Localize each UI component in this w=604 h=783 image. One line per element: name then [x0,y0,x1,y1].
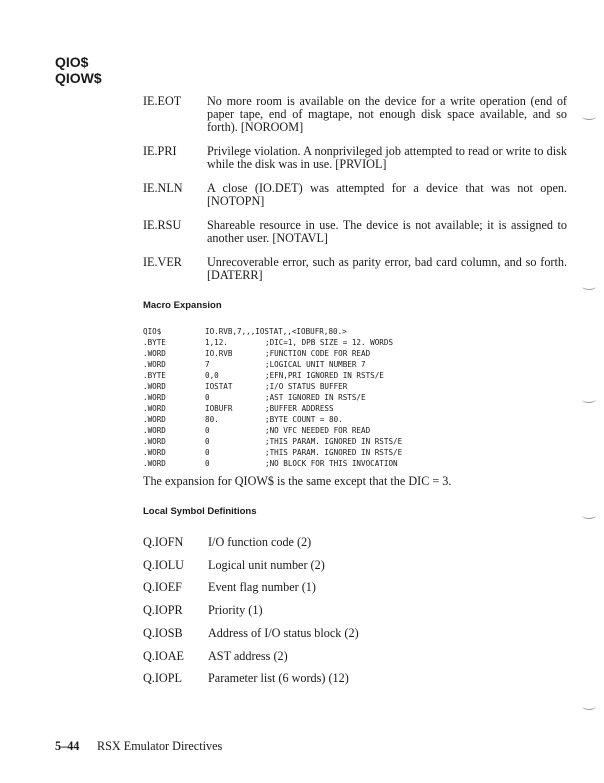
code-directive: .WORD [143,426,166,435]
code-comment: ;NO VFC NEEDED FOR READ [265,426,371,435]
code-operand: 0,0 [205,371,219,380]
code-directive: .WORD [143,437,166,446]
margin-mark [582,283,596,290]
symbol-name: Q.IOPR [143,603,183,618]
expansion-note: The expansion for QIOW$ is the same except that the DIC = 3. [143,474,452,488]
code-directive: .WORD [143,459,166,468]
heading-qiow: QIOW$ [55,70,102,86]
margin-mark [582,113,596,120]
code-directive: QIO$ [143,327,162,336]
code-comment: ;AST IGNORED IN RSTS/E [265,393,366,402]
code-operand: 80. [205,415,219,424]
symbol-name: Q.IOAE [143,648,184,663]
code-comment: ;DIC=1, DPB SIZE = 12. WORDS [265,338,394,347]
code-directive: .WORD [143,393,166,402]
error-code: IE.NLN [143,181,183,195]
code-directive: .WORD [143,349,166,358]
heading-qio: QIO$ [55,54,89,70]
code-directive: .WORD [143,415,166,424]
code-operand: 0 [205,426,210,435]
code-comment: ;BYTE COUNT = 80. [265,415,343,424]
symbol-name: Q.IOFN [143,535,184,549]
symbol-description: Logical unit number (2) [208,557,325,572]
margin-mark [582,396,596,403]
code-operand: 0 [205,393,210,402]
footer-title: RSX Emulator Directives [97,739,223,753]
code-operand: 0 [205,459,210,468]
code-operand: IO.RVB [205,349,233,358]
symbol-name: Q.IOLU [143,557,184,572]
code-operand: IO.RVB,7,,,IOSTAT,,<IOBUFR,80.> [205,327,347,336]
error-description: No more room is available on the device for a write operation (end of paper tape, end of magtape, not enough disk space available, and so forth). [NOROOM] [207,94,567,134]
code-comment: ;BUFFER ADDRESS [265,404,334,413]
code-operand: 1,12. [205,338,228,347]
symbol-description: Event flag number (1) [208,580,316,595]
code-comment: ;THIS PARAM. IGNORED IN RSTS/E [265,448,403,457]
code-operand: IOSTAT [205,382,233,391]
code-comment: ;I/O STATUS BUFFER [265,382,348,391]
error-description: Shareable resource in use. The device is not available; it is assigned to another user. [NOTAVL] [207,218,567,245]
page-number: 5–44 [55,739,80,753]
error-code: IE.VER [143,255,182,269]
code-operand: IOBUFR [205,404,233,413]
code-directive: .BYTE [143,371,166,380]
error-code: IE.PRI [143,144,177,158]
margin-mark [582,512,596,519]
code-comment: ;LOGICAL UNIT NUMBER 7 [265,360,366,369]
code-directive: .WORD [143,404,166,413]
symbol-name: Q.IOSB [143,625,183,640]
symbols-heading: Local Symbol Definitions [143,506,257,517]
symbol-description: I/O function code (2) [208,535,312,549]
code-operand: 7 [205,360,210,369]
error-code: IE.EOT [143,94,182,108]
symbol-description: Priority (1) [208,603,263,618]
code-comment: ;EFN,PRI IGNORED IN RSTS/E [265,371,384,380]
error-description: A close (IO.DET) was attempted for a device that was not open. [NOTOPN] [207,181,567,208]
error-description: Unrecoverable error, such as parity error, bad card column, and so forth. [DATERR] [207,255,567,282]
error-description: Privilege violation. A nonprivileged job attempted to read or write to disk while the disk was in use. [PRVIOL] [207,144,567,171]
margin-mark [582,703,596,710]
symbol-name: Q.IOEF [143,580,182,595]
macro-expansion-heading: Macro Expansion [143,300,222,311]
code-directive: .WORD [143,448,166,457]
symbol-description: Address of I/O status block (2) [208,625,359,640]
code-operand: 0 [205,448,210,457]
symbol-description: AST address (2) [208,648,288,663]
code-directive: .WORD [143,360,166,369]
symbol-name: Q.IOPL [143,671,182,686]
symbol-description: Parameter list (6 words) (12) [208,671,349,686]
code-operand: 0 [205,437,210,446]
code-comment: ;THIS PARAM. IGNORED IN RSTS/E [265,437,403,446]
code-directive: .BYTE [143,338,166,347]
code-comment: ;FUNCTION CODE FOR READ [265,349,371,358]
code-directive: .WORD [143,382,166,391]
error-code: IE.RSU [143,218,182,232]
code-comment: ;NO BLOCK FOR THIS INVOCATION [265,459,398,468]
